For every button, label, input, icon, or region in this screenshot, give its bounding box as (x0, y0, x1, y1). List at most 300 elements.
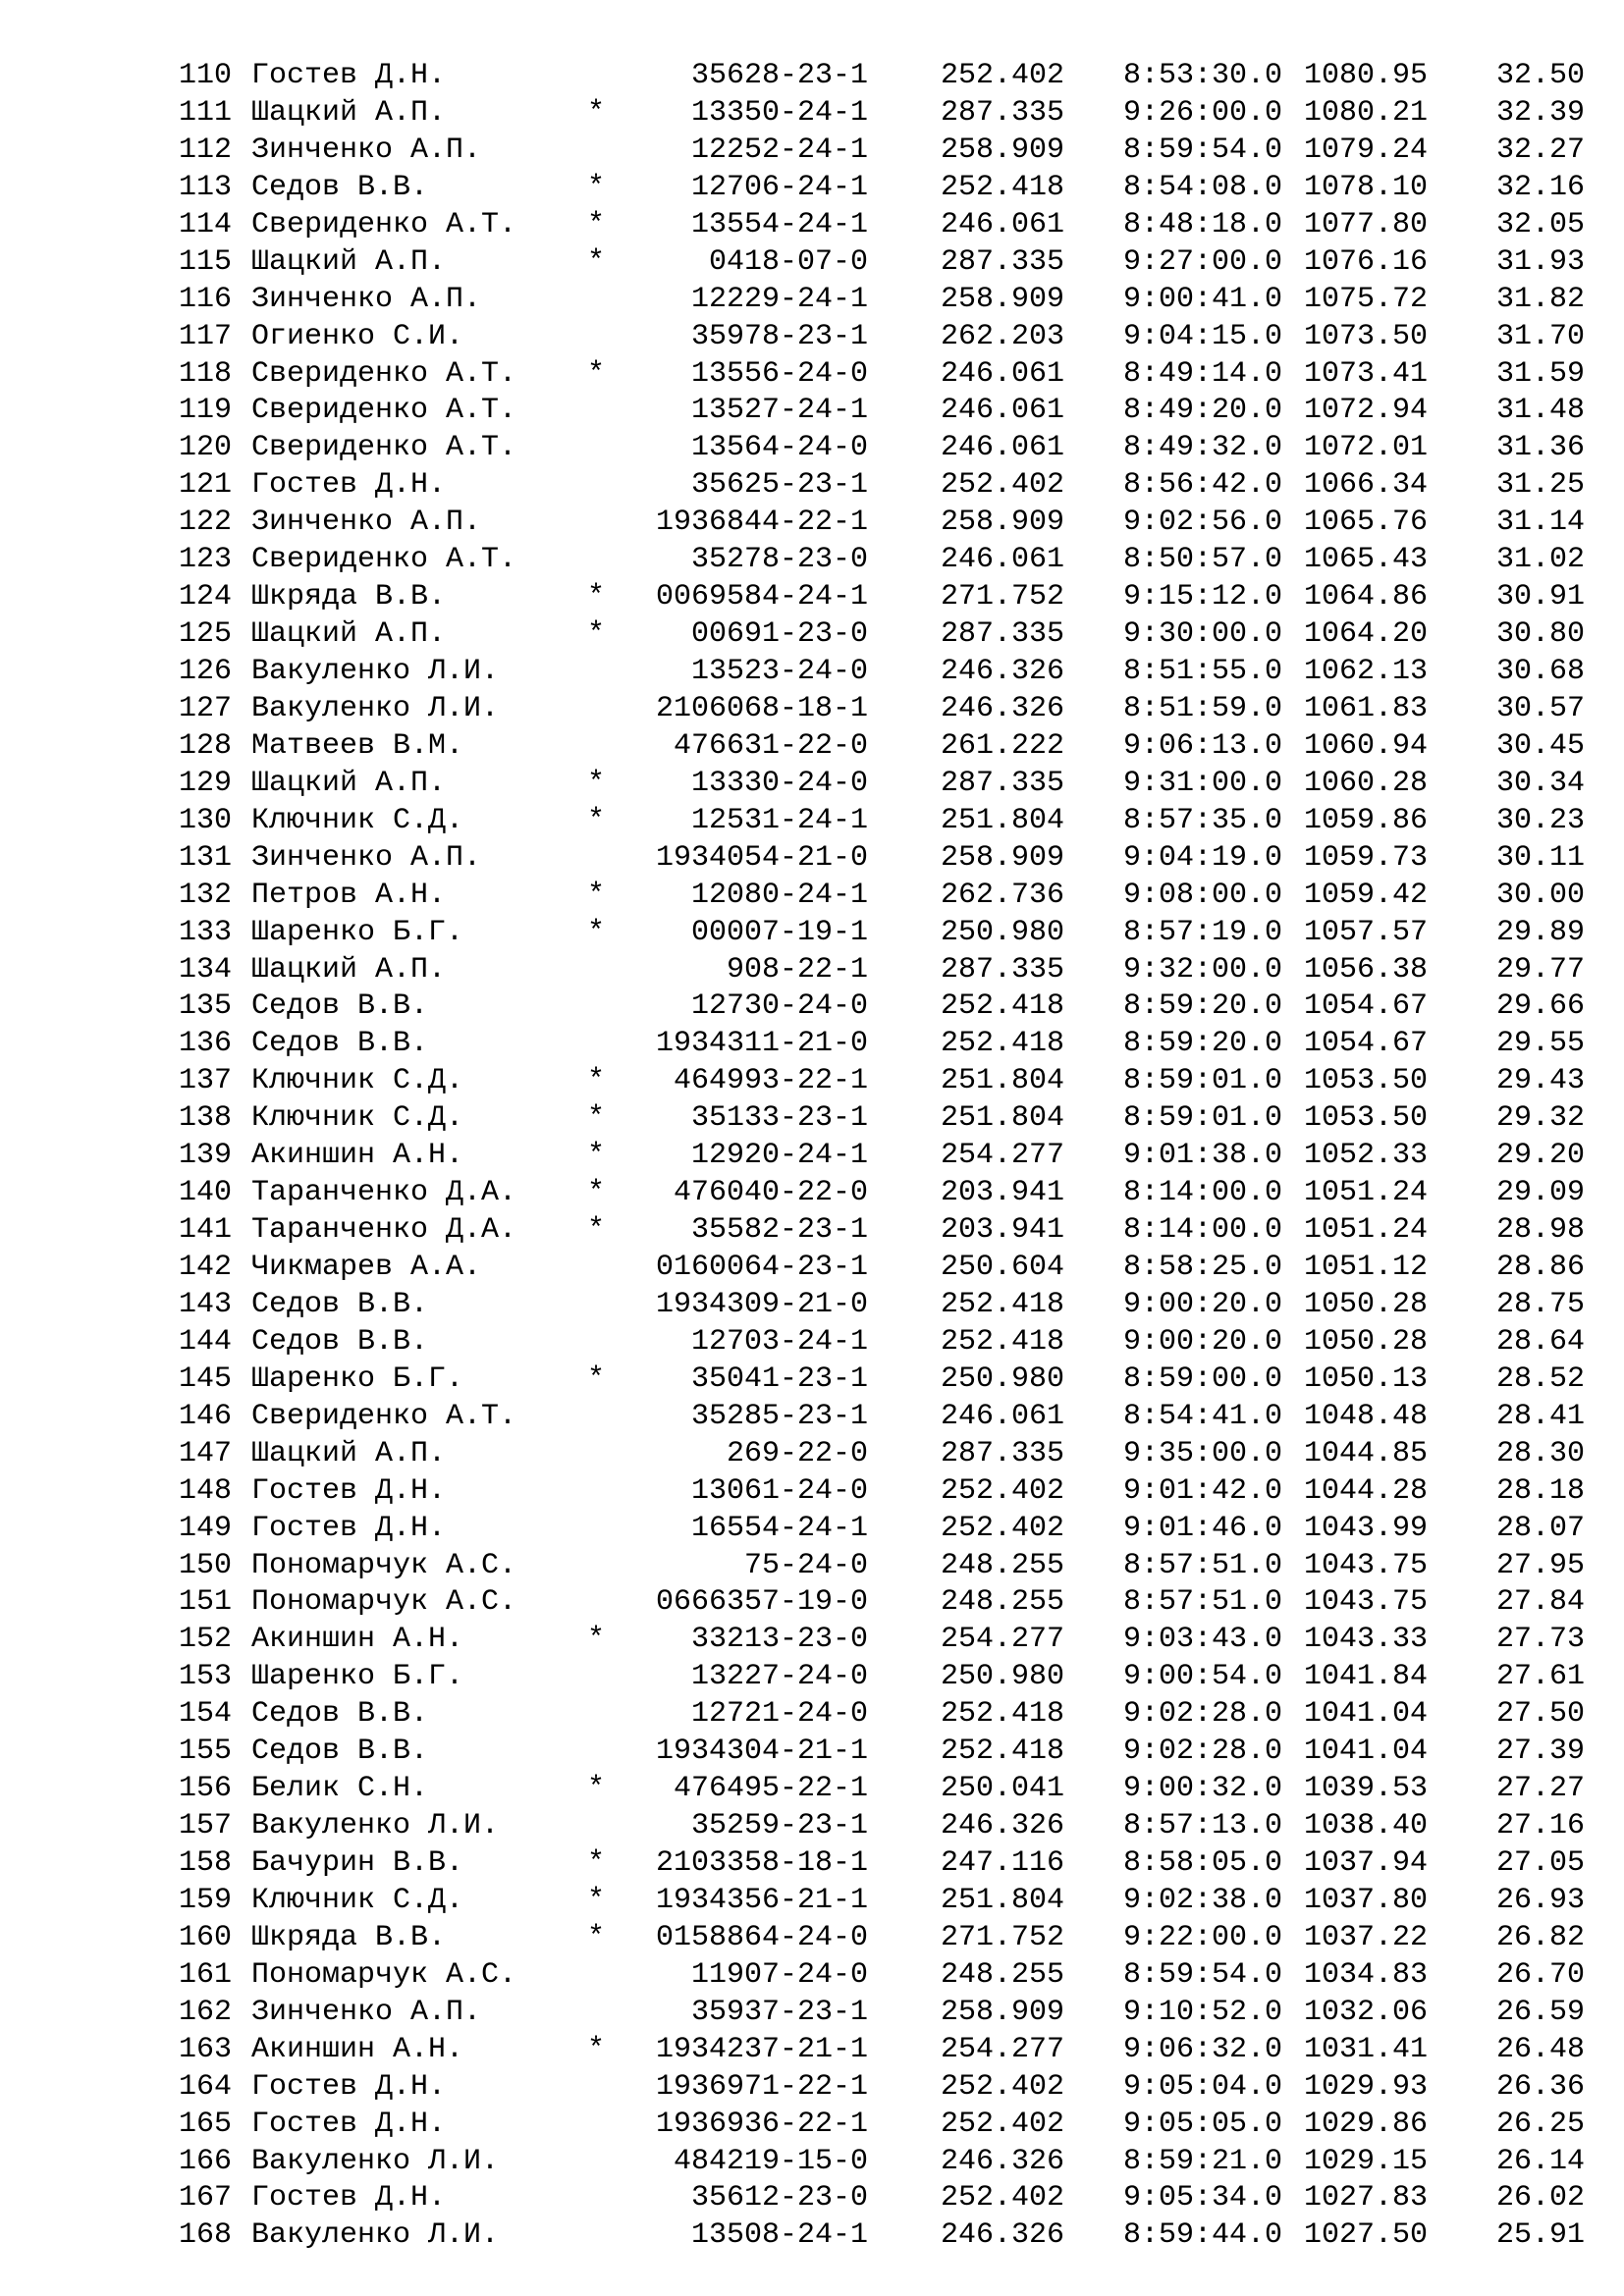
arrival-time: 8:59:00.0 (1122, 1362, 1282, 1396)
ring-number: 1934311-21-0 (655, 1027, 868, 1061)
result-row (0, 1286, 1624, 1323)
ring-number: 13523-24-0 (690, 655, 868, 688)
arrival-time: 9:08:00.0 (1122, 878, 1282, 912)
distance: 246.061 (940, 431, 1064, 465)
points: 26.48 (1495, 2032, 1585, 2066)
result-row (0, 206, 1624, 243)
points: 30.57 (1495, 691, 1585, 725)
place-number: 142 (178, 1251, 232, 1284)
distance: 252.418 (940, 1735, 1064, 1769)
points: 30.11 (1495, 840, 1585, 875)
result-row (0, 1472, 1624, 1510)
points: 28.64 (1495, 1324, 1585, 1359)
place-number: 123 (178, 543, 232, 577)
mark-flag: * (587, 2032, 606, 2066)
ring-number: 2106068-18-1 (655, 691, 868, 725)
ring-number: 2103358-18-1 (655, 1846, 868, 1880)
ring-number: 13554-24-1 (690, 207, 868, 241)
result-row (0, 727, 1624, 765)
distance: 252.402 (940, 59, 1064, 92)
ring-number: 13330-24-0 (690, 766, 868, 800)
fancier-name: Шкряда В.В. (251, 580, 447, 614)
place-number: 147 (178, 1436, 232, 1470)
points: 27.95 (1495, 1548, 1585, 1582)
place-number: 150 (178, 1548, 232, 1582)
speed: 1031.41 (1303, 2032, 1428, 2066)
distance: 287.335 (940, 766, 1064, 800)
ring-number: 476631-22-0 (673, 728, 868, 763)
distance: 246.061 (940, 394, 1064, 428)
place-number: 122 (178, 506, 232, 540)
points: 29.77 (1495, 952, 1585, 987)
arrival-time: 9:05:04.0 (1122, 2069, 1282, 2104)
place-number: 163 (178, 2032, 232, 2066)
speed: 1050.28 (1303, 1324, 1428, 1359)
place-number: 141 (178, 1213, 232, 1248)
arrival-time: 9:00:54.0 (1122, 1660, 1282, 1694)
speed: 1064.20 (1303, 617, 1428, 652)
speed: 1037.80 (1303, 1883, 1428, 1917)
speed: 1038.40 (1303, 1809, 1428, 1843)
points: 27.05 (1495, 1846, 1585, 1880)
distance: 287.335 (940, 617, 1064, 652)
place-number: 126 (178, 655, 232, 688)
place-number: 125 (178, 617, 232, 652)
speed: 1052.33 (1303, 1139, 1428, 1173)
points: 31.59 (1495, 356, 1585, 391)
arrival-time: 8:50:57.0 (1122, 543, 1282, 577)
result-row (0, 1510, 1624, 1547)
place-number: 151 (178, 1585, 232, 1620)
result-row (0, 1323, 1624, 1361)
place-number: 124 (178, 580, 232, 614)
fancier-name: Ключник С.Д. (251, 1883, 464, 1917)
speed: 1053.50 (1303, 1064, 1428, 1098)
distance: 287.335 (940, 952, 1064, 987)
mark-flag: * (587, 1176, 606, 1210)
place-number: 154 (178, 1697, 232, 1732)
distance: 258.909 (940, 1995, 1064, 2029)
place-number: 148 (178, 1473, 232, 1508)
fancier-name: Свериденко А.Т. (251, 1399, 517, 1433)
points: 26.93 (1495, 1883, 1585, 1917)
arrival-time: 9:06:32.0 (1122, 2032, 1282, 2066)
result-row (0, 1547, 1624, 1584)
result-row (0, 1621, 1624, 1658)
points: 27.50 (1495, 1697, 1585, 1732)
distance: 251.804 (940, 1101, 1064, 1136)
place-number: 155 (178, 1735, 232, 1769)
points: 28.75 (1495, 1287, 1585, 1321)
ring-number: 12080-24-1 (690, 878, 868, 912)
speed: 1064.86 (1303, 580, 1428, 614)
result-row (0, 2068, 1624, 2106)
result-row (0, 1695, 1624, 1733)
result-row (0, 57, 1624, 94)
result-row (0, 1398, 1624, 1435)
distance: 246.326 (940, 655, 1064, 688)
fancier-name: Шацкий А.П. (251, 244, 447, 279)
fancier-name: Седов В.В. (251, 989, 429, 1024)
ring-number: 0158864-24-0 (655, 1920, 868, 1954)
speed: 1044.85 (1303, 1436, 1428, 1470)
points: 26.14 (1495, 2144, 1585, 2178)
arrival-time: 8:57:13.0 (1122, 1809, 1282, 1843)
distance: 203.941 (940, 1213, 1064, 1248)
result-row (0, 1658, 1624, 1695)
place-number: 128 (178, 728, 232, 763)
points: 27.39 (1495, 1735, 1585, 1769)
mark-flag: * (587, 356, 606, 391)
speed: 1061.83 (1303, 691, 1428, 725)
fancier-name: Матвеев В.М. (251, 728, 464, 763)
speed: 1041.04 (1303, 1735, 1428, 1769)
fancier-name: Таранченко Д.А. (251, 1213, 517, 1248)
arrival-time: 8:49:32.0 (1122, 431, 1282, 465)
result-row (0, 429, 1624, 466)
place-number: 143 (178, 1287, 232, 1321)
points: 30.91 (1495, 580, 1585, 614)
ring-number: 0160064-23-1 (655, 1251, 868, 1284)
result-row (0, 1062, 1624, 1099)
mark-flag: * (587, 207, 606, 241)
fancier-name: Гостев Д.Н. (251, 2107, 447, 2141)
arrival-time: 9:00:20.0 (1122, 1287, 1282, 1321)
mark-flag: * (587, 915, 606, 949)
result-row (0, 653, 1624, 690)
place-number: 136 (178, 1027, 232, 1061)
result-row (0, 1882, 1624, 1919)
mark-flag: * (587, 244, 606, 279)
place-number: 168 (178, 2218, 232, 2253)
points: 31.25 (1495, 468, 1585, 503)
speed: 1027.50 (1303, 2218, 1428, 2253)
arrival-time: 9:06:13.0 (1122, 728, 1282, 763)
arrival-time: 9:30:00.0 (1122, 617, 1282, 652)
result-row (0, 1174, 1624, 1211)
fancier-name: Шаренко Б.Г. (251, 1660, 464, 1694)
speed: 1032.06 (1303, 1995, 1428, 2029)
ring-number: 16554-24-1 (690, 1511, 868, 1545)
distance: 258.909 (940, 506, 1064, 540)
points: 31.36 (1495, 431, 1585, 465)
arrival-time: 8:57:19.0 (1122, 915, 1282, 949)
arrival-time: 8:49:14.0 (1122, 356, 1282, 391)
points: 26.82 (1495, 1920, 1585, 1954)
speed: 1048.48 (1303, 1399, 1428, 1433)
mark-flag: * (587, 1362, 606, 1396)
mark-flag: * (587, 617, 606, 652)
place-number: 134 (178, 952, 232, 987)
arrival-time: 8:51:55.0 (1122, 655, 1282, 688)
speed: 1072.01 (1303, 431, 1428, 465)
arrival-time: 8:48:18.0 (1122, 207, 1282, 241)
mark-flag: * (587, 1139, 606, 1173)
distance: 246.061 (940, 543, 1064, 577)
ring-number: 12229-24-1 (690, 282, 868, 316)
ring-number: 13227-24-0 (690, 1660, 868, 1694)
result-row (0, 1733, 1624, 1770)
points: 29.09 (1495, 1176, 1585, 1210)
fancier-name: Шацкий А.П. (251, 617, 447, 652)
speed: 1066.34 (1303, 468, 1428, 503)
fancier-name: Зинченко А.П. (251, 1995, 482, 2029)
result-row (0, 1919, 1624, 1956)
speed: 1078.10 (1303, 170, 1428, 204)
arrival-time: 8:59:54.0 (1122, 133, 1282, 167)
speed: 1056.38 (1303, 952, 1428, 987)
arrival-time: 9:32:00.0 (1122, 952, 1282, 987)
arrival-time: 8:57:51.0 (1122, 1585, 1282, 1620)
distance: 252.402 (940, 1511, 1064, 1545)
result-row (0, 988, 1624, 1025)
distance: 252.418 (940, 1287, 1064, 1321)
distance: 252.418 (940, 170, 1064, 204)
distance: 252.402 (940, 468, 1064, 503)
fancier-name: Вакуленко Л.И. (251, 2218, 500, 2253)
place-number: 116 (178, 282, 232, 316)
arrival-time: 8:58:05.0 (1122, 1846, 1282, 1880)
arrival-time: 9:02:28.0 (1122, 1697, 1282, 1732)
distance: 271.752 (940, 1920, 1064, 1954)
distance: 250.980 (940, 915, 1064, 949)
arrival-time: 9:15:12.0 (1122, 580, 1282, 614)
arrival-time: 8:57:35.0 (1122, 803, 1282, 837)
distance: 258.909 (940, 282, 1064, 316)
ring-number: 13527-24-1 (690, 394, 868, 428)
place-number: 145 (178, 1362, 232, 1396)
mark-flag: * (587, 170, 606, 204)
place-number: 158 (178, 1846, 232, 1880)
place-number: 113 (178, 170, 232, 204)
points: 27.61 (1495, 1660, 1585, 1694)
ring-number: 1936844-22-1 (655, 506, 868, 540)
result-row (0, 1956, 1624, 1994)
place-number: 137 (178, 1064, 232, 1098)
fancier-name: Седов В.В. (251, 1697, 429, 1732)
speed: 1057.57 (1303, 915, 1428, 949)
distance: 252.402 (940, 2107, 1064, 2141)
speed: 1029.86 (1303, 2107, 1428, 2141)
place-number: 135 (178, 989, 232, 1024)
distance: 271.752 (940, 580, 1064, 614)
fancier-name: Белик С.Н. (251, 1772, 429, 1806)
ring-number: 35612-23-0 (690, 2181, 868, 2216)
points: 30.34 (1495, 766, 1585, 800)
speed: 1043.75 (1303, 1585, 1428, 1620)
fancier-name: Вакуленко Л.И. (251, 691, 500, 725)
fancier-name: Свериденко А.Т. (251, 543, 517, 577)
fancier-name: Седов В.В. (251, 170, 429, 204)
ring-number: 35628-23-1 (690, 59, 868, 92)
place-number: 162 (178, 1995, 232, 2029)
distance: 248.255 (940, 1585, 1064, 1620)
points: 30.00 (1495, 878, 1585, 912)
result-row (0, 1025, 1624, 1062)
result-row (0, 94, 1624, 132)
result-row (0, 1770, 1624, 1807)
arrival-time: 8:53:30.0 (1122, 59, 1282, 92)
ring-number: 13556-24-0 (690, 356, 868, 391)
arrival-time: 9:27:00.0 (1122, 244, 1282, 279)
ring-number: 484219-15-0 (673, 2144, 868, 2178)
fancier-name: Ключник С.Д. (251, 1101, 464, 1136)
place-number: 121 (178, 468, 232, 503)
result-row (0, 2031, 1624, 2068)
result-row (0, 1435, 1624, 1472)
points: 30.68 (1495, 655, 1585, 688)
result-row (0, 951, 1624, 988)
points: 29.43 (1495, 1064, 1585, 1098)
result-row (0, 1249, 1624, 1286)
ring-number: 0666357-19-0 (655, 1585, 868, 1620)
ring-number: 13061-24-0 (690, 1473, 868, 1508)
fancier-name: Акиншин А.Н. (251, 1139, 464, 1173)
fancier-name: Шаренко Б.Г. (251, 1362, 464, 1396)
fancier-name: Свериденко А.Т. (251, 431, 517, 465)
distance: 254.277 (940, 2032, 1064, 2066)
fancier-name: Таранченко Д.А. (251, 1176, 517, 1210)
speed: 1072.94 (1303, 394, 1428, 428)
fancier-name: Гостев Д.Н. (251, 1511, 447, 1545)
ring-number: 35285-23-1 (690, 1399, 868, 1433)
fancier-name: Гостев Д.Н. (251, 59, 447, 92)
place-number: 165 (178, 2107, 232, 2141)
ring-number: 13350-24-1 (690, 95, 868, 130)
mark-flag: * (587, 1101, 606, 1136)
speed: 1053.50 (1303, 1101, 1428, 1136)
arrival-time: 8:14:00.0 (1122, 1213, 1282, 1248)
result-row (0, 2179, 1624, 2216)
ring-number: 13564-24-0 (690, 431, 868, 465)
ring-number: 1934309-21-0 (655, 1287, 868, 1321)
ring-number: 35582-23-1 (690, 1213, 868, 1248)
fancier-name: Гостев Д.Н. (251, 2181, 447, 2216)
fancier-name: Шацкий А.П. (251, 95, 447, 130)
arrival-time: 8:51:59.0 (1122, 691, 1282, 725)
arrival-time: 8:59:21.0 (1122, 2144, 1282, 2178)
distance: 262.203 (940, 319, 1064, 353)
place-number: 133 (178, 915, 232, 949)
place-number: 149 (178, 1511, 232, 1545)
distance: 252.418 (940, 1697, 1064, 1732)
distance: 250.980 (940, 1660, 1064, 1694)
result-row (0, 1361, 1624, 1398)
speed: 1059.73 (1303, 840, 1428, 875)
speed: 1054.67 (1303, 1027, 1428, 1061)
points: 28.52 (1495, 1362, 1585, 1396)
ring-number: 35278-23-0 (690, 543, 868, 577)
place-number: 127 (178, 691, 232, 725)
fancier-name: Гостев Д.Н. (251, 2069, 447, 2104)
ring-number: 1934356-21-1 (655, 1883, 868, 1917)
distance: 250.041 (940, 1772, 1064, 1806)
distance: 252.402 (940, 1473, 1064, 1508)
mark-flag: * (587, 1883, 606, 1917)
points: 26.02 (1495, 2181, 1585, 2216)
arrival-time: 8:59:01.0 (1122, 1101, 1282, 1136)
speed: 1059.86 (1303, 803, 1428, 837)
fancier-name: Петров А.Н. (251, 878, 447, 912)
points: 28.18 (1495, 1473, 1585, 1508)
mark-flag: * (587, 766, 606, 800)
arrival-time: 9:01:38.0 (1122, 1139, 1282, 1173)
speed: 1060.94 (1303, 728, 1428, 763)
points: 29.55 (1495, 1027, 1585, 1061)
speed: 1060.28 (1303, 766, 1428, 800)
place-number: 139 (178, 1139, 232, 1173)
distance: 287.335 (940, 1436, 1064, 1470)
fancier-name: Пономарчук А.С. (251, 1548, 517, 1582)
mark-flag: * (587, 580, 606, 614)
result-row (0, 877, 1624, 914)
results-list (0, 57, 1624, 2254)
speed: 1044.28 (1303, 1473, 1428, 1508)
points: 26.25 (1495, 2107, 1585, 2141)
result-row (0, 1583, 1624, 1621)
result-row (0, 1844, 1624, 1882)
points: 30.23 (1495, 803, 1585, 837)
distance: 287.335 (940, 244, 1064, 279)
arrival-time: 9:05:34.0 (1122, 2181, 1282, 2216)
distance: 252.402 (940, 2181, 1064, 2216)
points: 32.50 (1495, 59, 1585, 92)
ring-number: 464993-22-1 (673, 1064, 868, 1098)
fancier-name: Пономарчук А.С. (251, 1957, 517, 1992)
points: 31.93 (1495, 244, 1585, 279)
arrival-time: 9:22:00.0 (1122, 1920, 1282, 1954)
fancier-name: Вакуленко Л.И. (251, 1809, 500, 1843)
points: 32.05 (1495, 207, 1585, 241)
ring-number: 1934237-21-1 (655, 2032, 868, 2066)
arrival-time: 9:10:52.0 (1122, 1995, 1282, 2029)
speed: 1043.33 (1303, 1623, 1428, 1657)
mark-flag: * (587, 1213, 606, 1248)
place-number: 114 (178, 207, 232, 241)
distance: 246.326 (940, 691, 1064, 725)
distance: 252.402 (940, 2069, 1064, 2104)
arrival-time: 8:54:08.0 (1122, 170, 1282, 204)
ring-number: 0069584-24-1 (655, 580, 868, 614)
speed: 1051.12 (1303, 1251, 1428, 1284)
fancier-name: Акиншин А.Н. (251, 1623, 464, 1657)
result-row (0, 355, 1624, 393)
speed: 1051.24 (1303, 1213, 1428, 1248)
distance: 251.804 (940, 803, 1064, 837)
ring-number: 13508-24-1 (690, 2218, 868, 2253)
fancier-name: Вакуленко Л.И. (251, 655, 500, 688)
distance: 251.804 (940, 1064, 1064, 1098)
mark-flag: * (587, 1623, 606, 1657)
speed: 1077.80 (1303, 207, 1428, 241)
speed: 1080.21 (1303, 95, 1428, 130)
mark-flag: * (587, 1920, 606, 1954)
distance: 251.804 (940, 1883, 1064, 1917)
ring-number: 908-22-1 (726, 952, 868, 987)
points: 29.20 (1495, 1139, 1585, 1173)
arrival-time: 8:14:00.0 (1122, 1176, 1282, 1210)
speed: 1073.50 (1303, 319, 1428, 353)
arrival-time: 8:54:41.0 (1122, 1399, 1282, 1433)
fancier-name: Гостев Д.Н. (251, 1473, 447, 1508)
result-row (0, 281, 1624, 318)
ring-number: 476495-22-1 (673, 1772, 868, 1806)
distance: 254.277 (940, 1139, 1064, 1173)
place-number: 111 (178, 95, 232, 130)
arrival-time: 9:01:42.0 (1122, 1473, 1282, 1508)
points: 28.07 (1495, 1511, 1585, 1545)
arrival-time: 8:58:25.0 (1122, 1251, 1282, 1284)
